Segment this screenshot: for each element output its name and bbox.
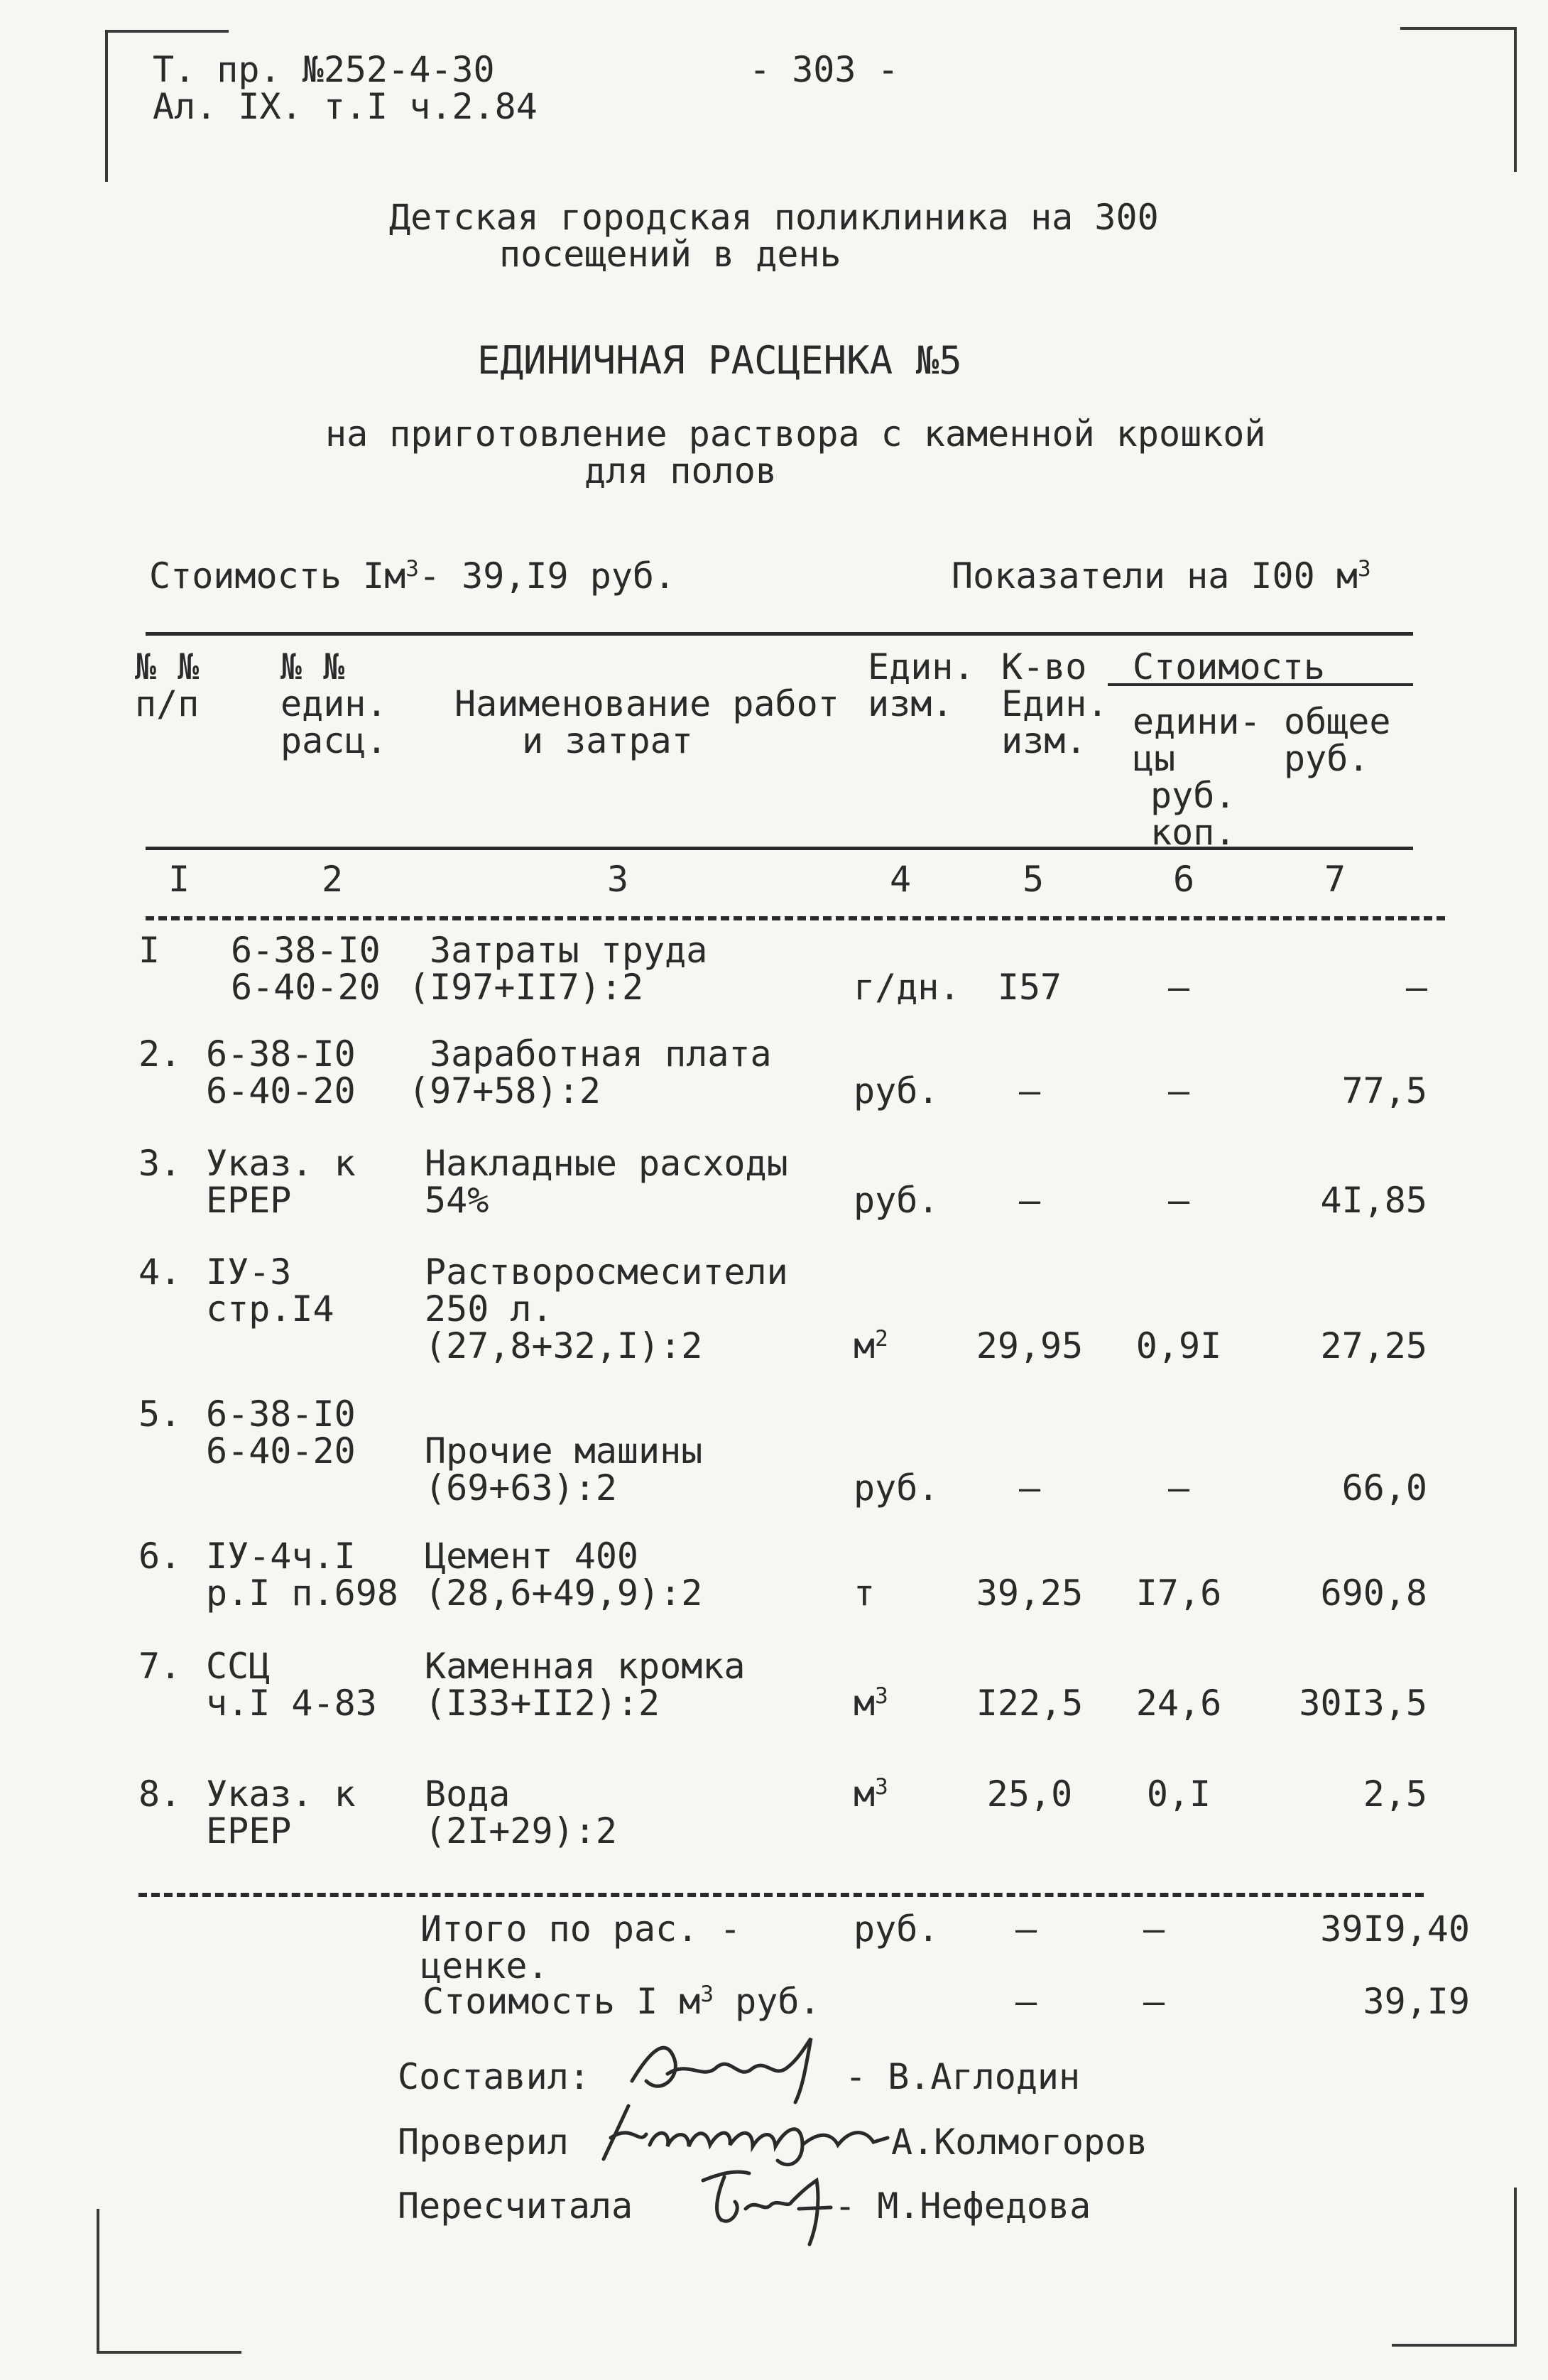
row-unit: руб. xyxy=(854,1180,939,1221)
header-col-description: Наименование работ и затрат xyxy=(454,683,839,761)
row-unit-price: – xyxy=(1167,1180,1190,1221)
row-quantity: – xyxy=(1018,1070,1041,1112)
header-col-rate-code: № № един. расц. xyxy=(280,646,388,761)
row-quantity: – xyxy=(1018,1180,1041,1221)
row-total: 690,8 xyxy=(1320,1572,1427,1614)
header-col-total-cost: общее руб. xyxy=(1284,701,1391,779)
column-number-4: 4 xyxy=(889,859,912,900)
row-unit-price: 0,9I xyxy=(1135,1325,1222,1366)
row-description: Цемент 400 (28,6+49,9):2 xyxy=(425,1536,703,1614)
header-cost-group: Стоимость xyxy=(1133,646,1325,688)
row-description: Растворосмесители 250 л. (27,8+32,I):2 xyxy=(425,1251,788,1366)
row-quantity: I57 xyxy=(997,967,1062,1008)
corner-bracket-bottom-right xyxy=(1392,2188,1517,2347)
totals-label: Итого по рас. - ценке. xyxy=(420,1908,741,1987)
corner-bracket-bottom-left xyxy=(97,2209,241,2354)
checked-by-name: А.Колмогоров xyxy=(891,2121,1148,2163)
row-number: I xyxy=(138,930,160,971)
row-unit: т xyxy=(854,1572,876,1614)
recounted-by-signature xyxy=(692,2159,849,2251)
totals-qty: – xyxy=(1015,1908,1037,1950)
row-unit-price: I7,6 xyxy=(1135,1572,1222,1614)
column-number-5: 5 xyxy=(1022,859,1045,900)
row-quantity: 29,95 xyxy=(976,1325,1084,1366)
column-number-6: 6 xyxy=(1172,859,1195,900)
row-unit: руб. xyxy=(854,1467,939,1509)
row-description: Вода (2I+29):2 xyxy=(425,1773,617,1852)
row-total: 4I,85 xyxy=(1320,1180,1427,1221)
recounted-by-name: - М.Нефедова xyxy=(834,2185,1091,2227)
row-rate-code: IУ-3 стр.I4 xyxy=(206,1251,334,1330)
row-rate-code: IУ-4ч.I р.I п.698 xyxy=(206,1536,398,1614)
row-description: Прочие машины (69+63):2 xyxy=(425,1430,703,1509)
row-unit: г/дн. xyxy=(854,967,961,1008)
row-unit-price: – xyxy=(1167,1070,1190,1112)
row-number: 4. xyxy=(138,1251,182,1293)
header-col-number: № № п/п xyxy=(135,646,200,724)
row-unit-price: 24,6 xyxy=(1135,1683,1222,1724)
table-top-rule xyxy=(146,632,1413,636)
unit-cost-summary: Стоимость $Iм^3-$ 39,I9 руб. xyxy=(149,555,676,597)
column-number-1: I xyxy=(168,859,190,900)
row-quantity: 25,0 xyxy=(986,1773,1073,1815)
row-total: 66,0 xyxy=(1341,1467,1427,1509)
row-unit: $м^3$ xyxy=(854,1683,888,1724)
row-description: Заработная плата (97+58):2 xyxy=(408,1033,772,1112)
cost-per-m3-qty: – xyxy=(1015,1981,1037,2022)
row-rate-code: Указ. к ЕРЕР xyxy=(206,1143,356,1221)
row-description: Затраты труда (I97+II7):2 xyxy=(408,930,708,1008)
column-number-3: 3 xyxy=(606,859,629,900)
row-description: Каменная кромка (I33+II2):2 xyxy=(425,1646,746,1724)
compiled-by-label: Составил: xyxy=(398,2056,590,2097)
row-rate-code: 6-38-I0 6-40-20 xyxy=(206,1393,356,1472)
row-quantity: – xyxy=(1018,1467,1041,1509)
reference-line-2: Ал. IX. т.I ч.2.84 xyxy=(153,86,538,127)
row-total: 30I3,5 xyxy=(1299,1683,1427,1724)
cost-per-m3-total: 39,I9 xyxy=(1363,1981,1470,2022)
totals-unit: руб. xyxy=(854,1908,939,1950)
document-heading: ЕДИНИЧНАЯ РАСЦЕНКА №5 xyxy=(477,338,962,383)
numbers-dashed-rule xyxy=(146,916,1445,920)
row-total: – xyxy=(1405,967,1427,1008)
header-col-unit-cost: едини- цы руб. коп. xyxy=(1133,701,1261,853)
corner-bracket-top-right xyxy=(1400,27,1517,172)
row-number: 6. xyxy=(138,1536,182,1577)
row-rate-code: 6-38-I0 6-40-20 xyxy=(206,1033,356,1112)
subtitle-line-2: для полов xyxy=(584,450,777,491)
cost-per-m3-label: Стоимость I $м^3$ руб. xyxy=(423,1981,821,2022)
recounted-by-label: Пересчитала xyxy=(398,2185,633,2227)
reference-line-1: Т. пр. №252-4-30 xyxy=(153,49,495,90)
row-quantity: 39,25 xyxy=(976,1572,1084,1614)
row-unit-price: 0,I xyxy=(1146,1773,1211,1815)
row-total: 2,5 xyxy=(1363,1773,1427,1815)
row-number: 2. xyxy=(138,1033,182,1075)
cost-per-m3-price: – xyxy=(1143,1981,1165,2022)
row-number: 3. xyxy=(138,1143,182,1184)
row-unit: $м^3$ xyxy=(854,1773,888,1815)
totals-total: 39I9,40 xyxy=(1320,1908,1470,1950)
row-number: 8. xyxy=(138,1773,182,1815)
row-unit: руб. xyxy=(854,1070,939,1112)
row-unit-price: – xyxy=(1167,1467,1190,1509)
row-unit: $м^2$ xyxy=(854,1325,888,1366)
page-number: - 303 - xyxy=(749,49,899,90)
totals-price: – xyxy=(1143,1908,1165,1950)
row-rate-code: 6-38-I0 6-40-20 xyxy=(231,930,381,1008)
row-number: 5. xyxy=(138,1393,182,1435)
row-number: 7. xyxy=(138,1646,182,1687)
header-col-quantity: К-во Един. изм. xyxy=(1001,646,1108,761)
column-number-2: 2 xyxy=(321,859,344,900)
row-rate-code: ССЦ ч.I 4-83 xyxy=(206,1646,377,1724)
column-number-7: 7 xyxy=(1324,859,1346,900)
totals-dashed-rule xyxy=(138,1893,1424,1897)
object-title-line-1: Детская городская поликлиника на 300 xyxy=(389,197,1159,238)
row-description: Накладные расходы 54% xyxy=(425,1143,788,1221)
row-rate-code: Указ. к ЕРЕР xyxy=(206,1773,356,1852)
row-total: 27,25 xyxy=(1320,1325,1427,1366)
header-col-unit: Един. изм. xyxy=(868,646,975,724)
row-quantity: I22,5 xyxy=(976,1683,1084,1724)
compiled-by-name: - В.Аглодин xyxy=(845,2056,1081,2097)
subtitle-line-1: на приготовление раствора с каменной крошкой xyxy=(325,413,1266,455)
object-title-line-2: посещений в день xyxy=(499,234,841,275)
row-unit-price: – xyxy=(1167,967,1190,1008)
indicators-basis: Показатели на I00 $м^3$ xyxy=(952,555,1371,597)
checked-by-label: Проверил xyxy=(398,2121,569,2163)
row-total: 77,5 xyxy=(1341,1070,1427,1112)
